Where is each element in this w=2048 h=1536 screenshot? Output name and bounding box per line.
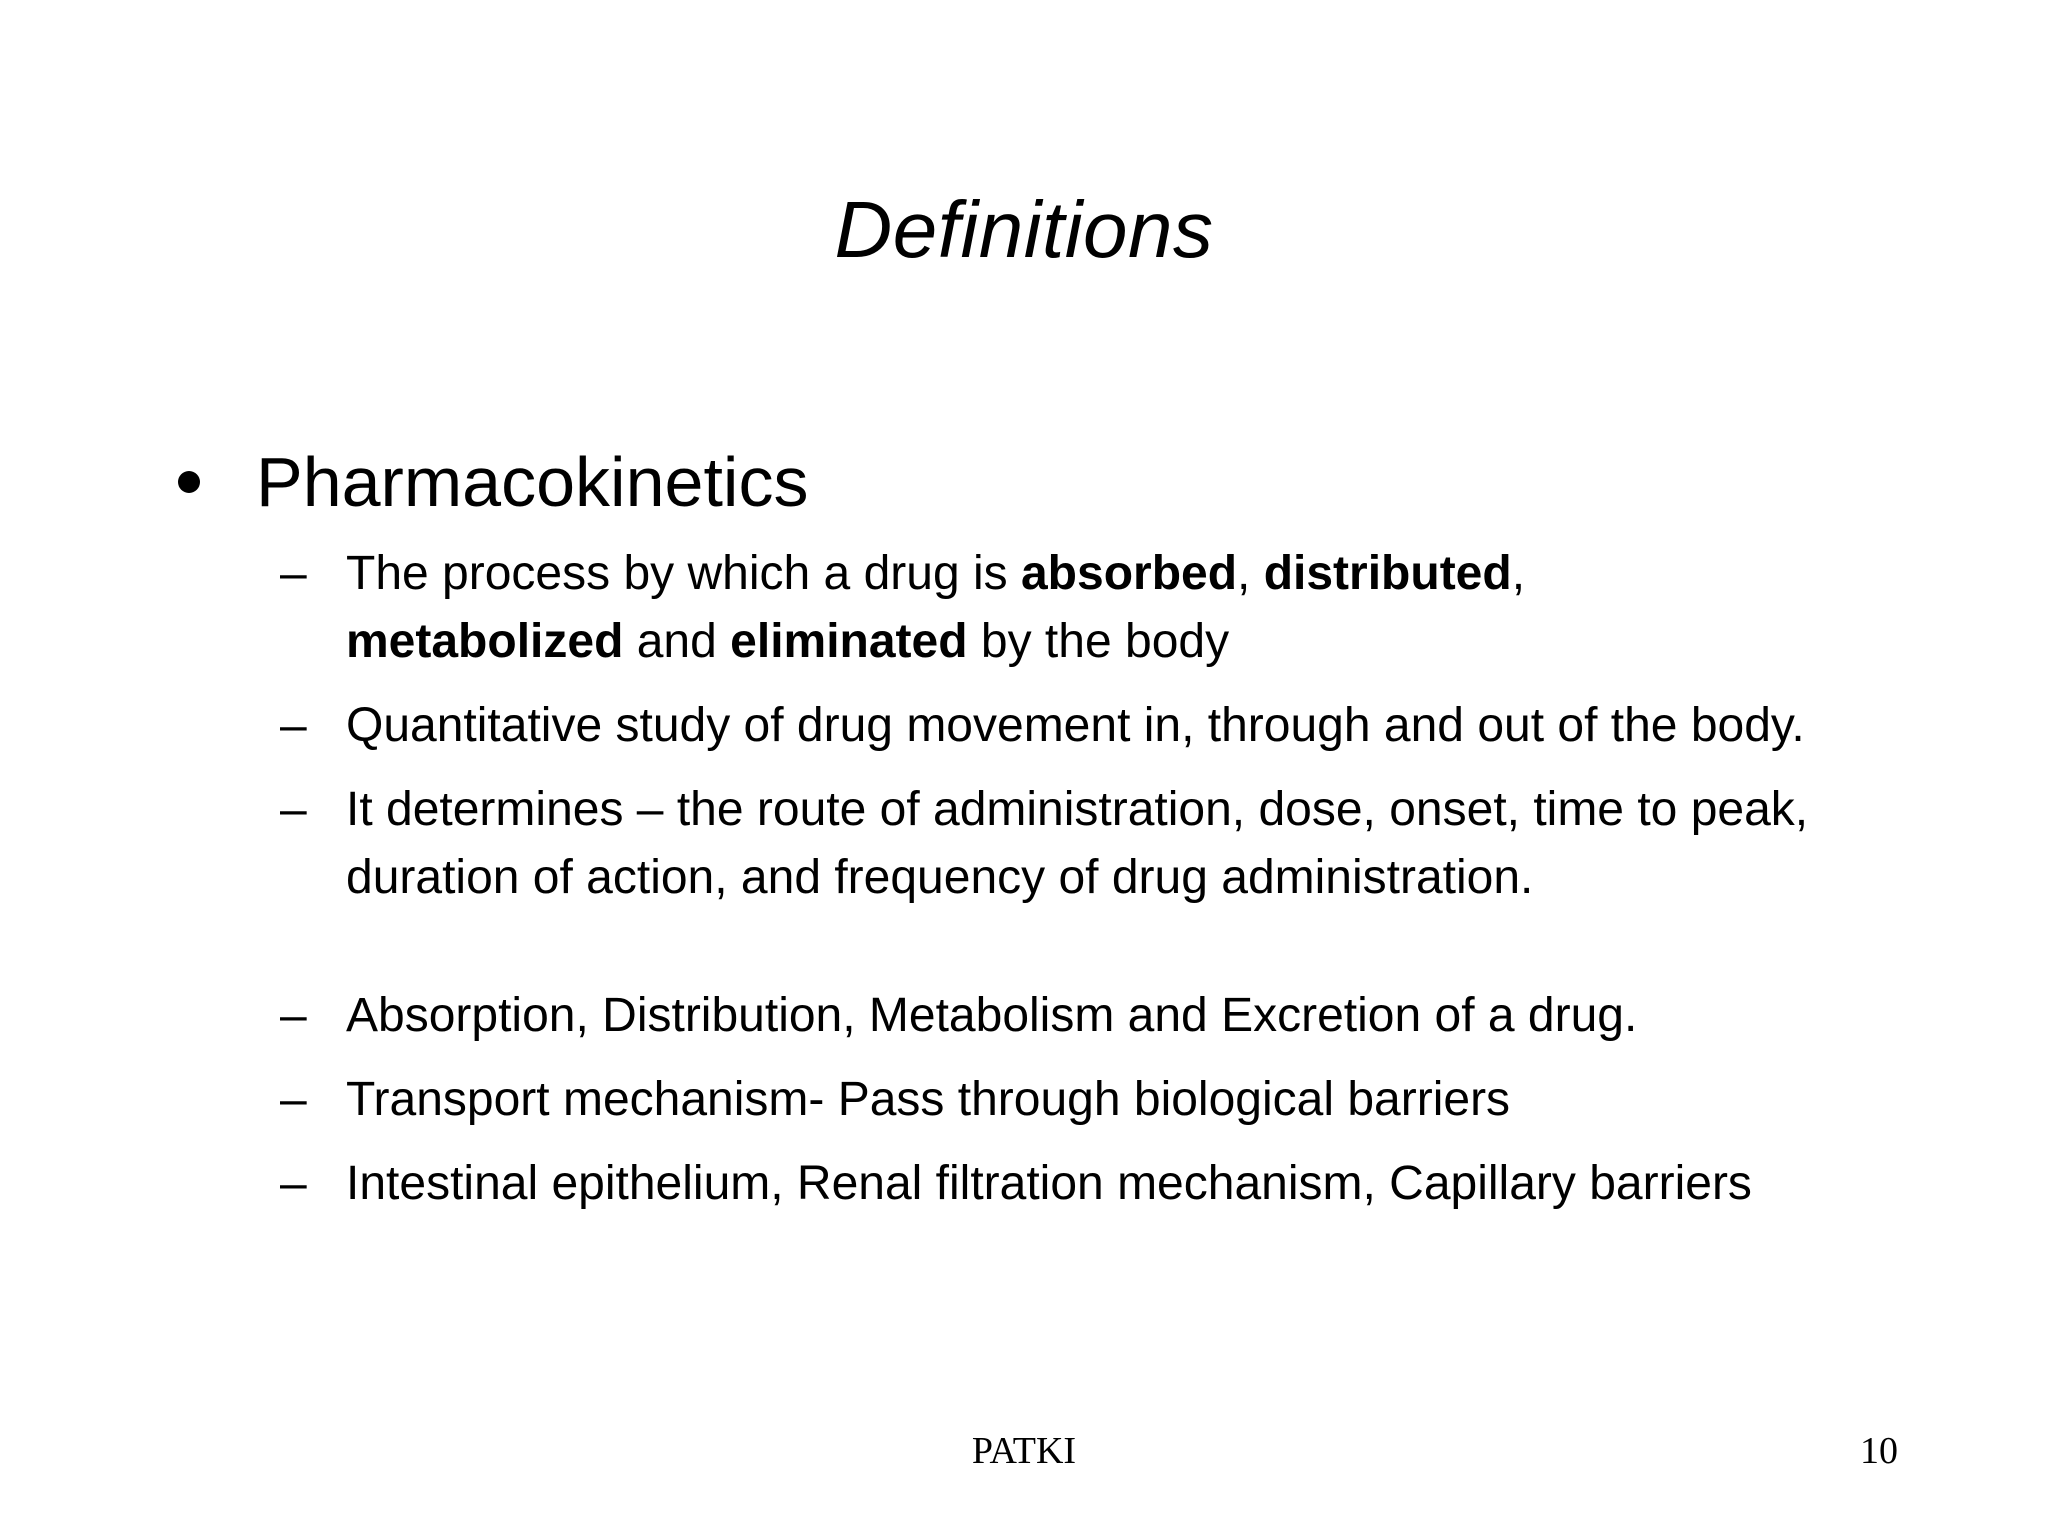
sub-item-text: and xyxy=(623,615,731,668)
sub-bullet-list xyxy=(280,540,1900,1234)
sub-item-definition xyxy=(280,540,1900,676)
sub-item-text: Transport mechanism- Pass through biological barriers xyxy=(346,1073,1511,1126)
page-number: 10 xyxy=(1860,1430,1898,1472)
dash-icon: – xyxy=(280,1157,307,1210)
slide-title: Definitions xyxy=(834,185,1214,274)
dash-icon: – xyxy=(280,783,307,836)
sub-item-text: Intestinal epithelium, Renal filtration mechanism, Capillary barriers xyxy=(346,1157,1752,1210)
bold-term-metabolized: metabolized xyxy=(346,615,624,668)
bullet-dot-icon xyxy=(178,471,200,493)
dash-icon: – xyxy=(280,989,307,1042)
sub-item-text: Quantitative study of drug movement in, through and out of the body. xyxy=(346,699,1805,752)
dash-icon: – xyxy=(280,699,307,752)
bullet-item-pharmacokinetics xyxy=(178,432,808,532)
dash-icon: – xyxy=(280,1073,307,1126)
sub-item-transport xyxy=(280,1066,1900,1134)
bullet-text: Pharmacokinetics xyxy=(256,443,809,521)
sub-item-text: , xyxy=(1511,547,1526,600)
sub-item-text: by the body xyxy=(967,615,1230,668)
sub-item-text: It determines – the route of administration, dose, onset, time to peak, duration of action, and frequency of drug administration. xyxy=(346,783,1809,904)
sub-item-text: , xyxy=(1237,547,1264,600)
dash-icon: – xyxy=(280,547,307,600)
sub-item-quantitative xyxy=(280,692,1900,760)
sub-item-adme xyxy=(280,982,1900,1050)
bold-term-eliminated: eliminated xyxy=(730,615,968,668)
sub-item-barriers xyxy=(280,1150,1900,1218)
sub-item-text: Absorption, Distribution, Metabolism and Excretion of a drug. xyxy=(346,989,1638,1042)
sub-item-determines xyxy=(280,776,1900,912)
footer-author: PATKI xyxy=(971,1430,1077,1472)
bold-term-absorbed: absorbed xyxy=(1020,547,1238,600)
bold-term-distributed: distributed xyxy=(1263,547,1512,600)
sub-item-text: The process by which a drug is xyxy=(346,547,1021,600)
